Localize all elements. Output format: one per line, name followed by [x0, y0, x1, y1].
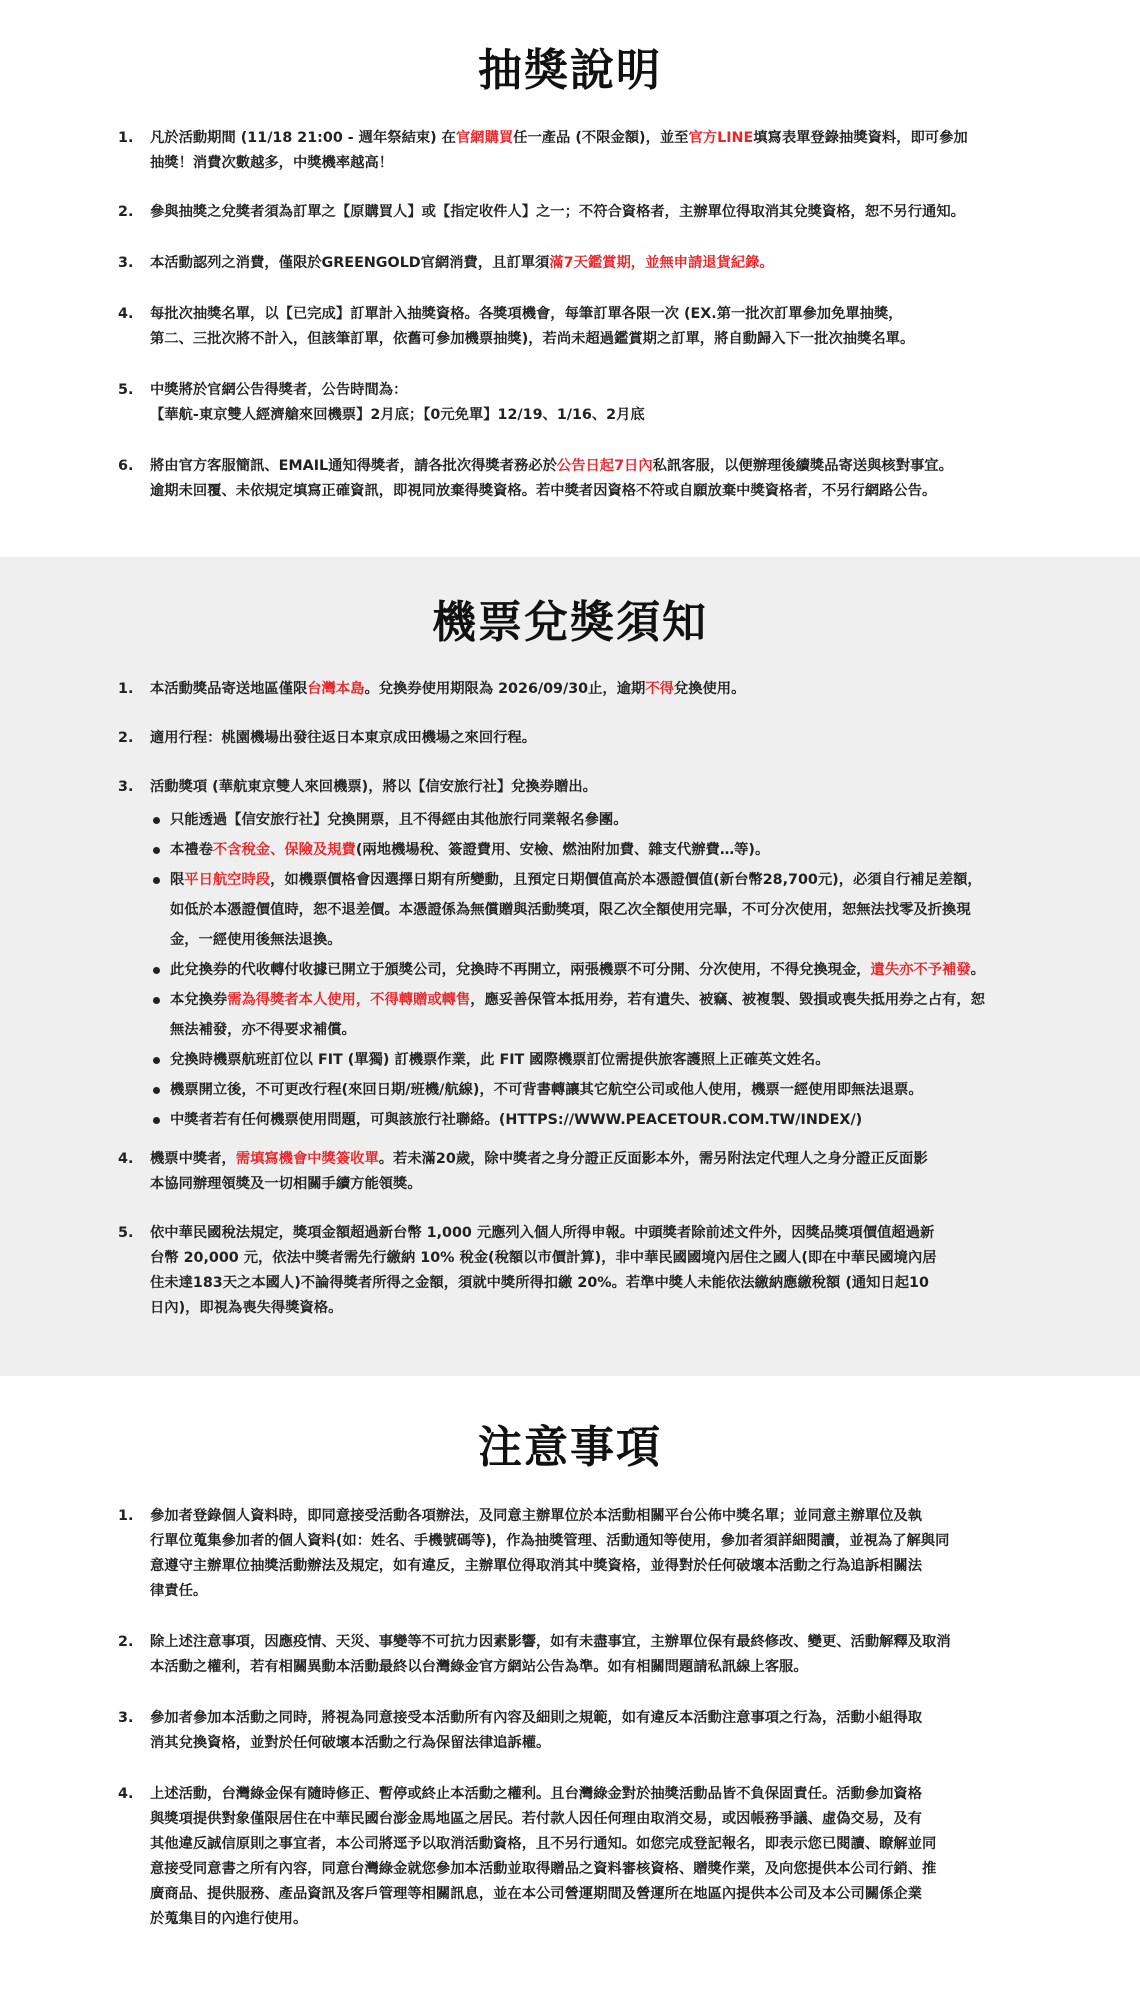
highlight-text: 平日航空時段: [184, 872, 271, 888]
item-number: 6.: [118, 458, 134, 474]
item-number: 5.: [118, 1225, 134, 1241]
ticket-item-4: [0, 1147, 1140, 1197]
text: 適用行程：桃園機場出發往返日本東京成田機場之來回行程。: [150, 730, 537, 746]
text: 此兌換券的代收轉付收據已開立于頒獎公司，兌換時不再開立，兩張機票不可分開、分次使用，不得兌換現金，: [170, 962, 871, 978]
text: 無法補發，亦不得要求補償。: [170, 1022, 356, 1038]
ticket-item-1: [0, 677, 1140, 702]
text: 如低於本憑證價值時，恕不退差價。本憑證係為無償贈與活動獎項，限乙次全額使用完畢，不可分次使用，恕無法找零及折換現: [170, 902, 971, 918]
lottery-list: [0, 126, 1140, 504]
text: 機票開立後，不可更改行程(來回日期/班機/航線)，不可背書轉讓其它航空公司或他人使用，機票一經使用即無法退票。: [170, 1082, 923, 1098]
text: 兌換使用。: [673, 681, 746, 697]
text: 消其兌換資格，並對於任何破壞本活動之行為保留法律追訴權。: [150, 1735, 551, 1751]
text: 行單位蒐集參加者的個人資料(如：姓名、手機號碼等)，作為抽獎管理、活動通知等使用，參加者須詳細閱讀，並視為了解與同: [150, 1533, 950, 1549]
text: 除上述注意事項，因應疫情、天災、事變等不可抗力因素影響，如有未盡事宜，主辦單位保有最終修改、變更、活動解釋及取消: [150, 1634, 951, 1650]
text: 依中華民國稅法規定，獎項金額超過新台幣 1,000 元應列入個人所得申報。中頭獎者除前述文件外，因獎品獎項價值超過新: [150, 1225, 935, 1241]
item-number: 4.: [118, 306, 134, 322]
text: 其他違反誠信原則之事宜者，本公司將逕予以取消活動資格，且不另行通知。如您完成登記報名，即表示您已閱讀、瞭解並同: [150, 1836, 937, 1852]
lottery-section: [0, 0, 1140, 557]
text: 本兌換券: [170, 992, 228, 1008]
bullet-item: [150, 955, 1040, 985]
bullet-item: [150, 865, 1040, 955]
text: 律責任。: [150, 1583, 208, 1599]
item-number: 2.: [118, 1634, 134, 1650]
text: 活動獎項 (華航東京雙人來回機票)，將以【信安旅行社】兌換券贈出。: [150, 779, 597, 795]
text: 凡於活動期間 (11/18 21:00 - 週年祭結束) 在: [150, 130, 456, 146]
text: 廣商品、提供服務、產品資訊及客戶管理等相關訊息，並在本公司營運期間及營運所在地區內提供本公司及本公司關係企業: [150, 1886, 923, 1902]
notes-list: [0, 1504, 1140, 1932]
text: 於蒐集目的內進行使用。: [150, 1911, 308, 1927]
item-number: 5.: [118, 382, 134, 398]
text: 限: [170, 872, 185, 888]
item-number: 1.: [118, 130, 134, 146]
text: 本活動之權利，若有相關異動本活動最終以台灣綠金官方網站公告為準。如有相關問題請私訊線上客服。: [150, 1659, 808, 1675]
bullet-item: [150, 835, 1040, 865]
highlight-text: 不含稅金、保險及規費: [212, 842, 356, 858]
ticket-item-2: [0, 726, 1140, 751]
ticket-bullet-list: [150, 805, 1040, 1135]
lottery-title: 抽獎說明: [478, 45, 662, 96]
text: 私訊客服，以便辦理後續獎品寄送與核對事宜。: [652, 458, 953, 474]
text: 本活動獎品寄送地區僅限: [150, 681, 308, 697]
ticket-title: 機票兌獎須知: [432, 597, 708, 648]
text: 任一產品 (不限金額)，並至: [513, 130, 689, 146]
text: 金，一經使用後無法退換。: [170, 932, 342, 948]
text: 意遵守主辦單位抽獎活動辦法及規定，如有違反，主辦單位得取消其中獎資格，並得對於任何破壞本活動之行為追訴相關法: [150, 1558, 923, 1574]
highlight-text: 官方LINE: [688, 130, 754, 146]
text: 中獎將於官網公告得獎者，公告時間為：: [150, 382, 408, 398]
bullet-item: [150, 985, 1040, 1045]
ticket-list: [0, 677, 1140, 1321]
text: 。兌換券使用期限為 2026/09/30止，逾期: [364, 681, 646, 697]
text: ，如機票價格會因選擇日期有所變動，且預定日期價值高於本憑證價值(新台幣28,700元)，必須自行補足差額，: [270, 872, 982, 888]
text: 本協同辦理領獎及一切相關手續方能領獎。: [150, 1176, 422, 1192]
lottery-item-6: [0, 454, 1140, 504]
highlight-text: 需填寫機會中獎簽收單: [235, 1151, 379, 1167]
highlight-text: 滿7天鑑賞期，並無申請退貨紀錄。: [549, 255, 774, 271]
text: 逾期未回覆、未依規定填寫正確資訊，即視同放棄得獎資格。若中獎者因資格不符或自願放棄中獎資格者，不另行網路公告。: [150, 483, 937, 499]
text: 兌換時機票航班訂位以 FIT (單獨) 訂機票作業，此 FIT 國際機票訂位需提供旅客護照上正確英文姓名。: [170, 1052, 830, 1068]
text: 日內)，即視為喪失得獎資格。: [150, 1300, 343, 1316]
bullet-item: [150, 1075, 1040, 1105]
lottery-item-3: [0, 251, 1140, 276]
notes-item-1: [0, 1504, 1140, 1604]
highlight-text: 需為得獎者本人使用，不得轉贈或轉售: [227, 992, 471, 1008]
highlight-text: 官網購買: [455, 130, 514, 146]
item-number: 2.: [118, 730, 134, 746]
item-number: 3.: [118, 1710, 134, 1726]
bullet-item: [150, 1045, 1040, 1075]
text: 本活動認列之消費，僅限於GREENGOLD官網消費，且訂單須: [150, 255, 550, 271]
notes-item-4: [0, 1782, 1140, 1932]
text: 【華航-東京雙人經濟艙來回機票】2月底；【0元免單】12/19、1/16、2月底: [150, 407, 645, 423]
highlight-text: 台灣本島: [307, 681, 365, 697]
item-number: 3.: [118, 255, 134, 271]
text: 本禮卷: [170, 842, 213, 858]
text: 抽獎！消費次數越多，中獎機率越高！: [150, 155, 394, 171]
text: 第二、三批次將不計入，但該筆訂單，依舊可參加機票抽獎)，若尚未超過鑑賞期之訂單，將自動歸入下一批次抽獎名單。: [150, 331, 915, 347]
lottery-item-4: [0, 302, 1140, 352]
text: 將由官方客服簡訊、EMAIL通知得獎者，請各批次得獎者務必於: [150, 458, 557, 474]
notes-section: [0, 1376, 1140, 2008]
highlight-text: 公告日起7日內: [556, 458, 653, 474]
text: (兩地機場稅、簽證費用、安檢、燃油附加費、雜支代辦費…等)。: [355, 842, 770, 858]
item-number: 4.: [118, 1151, 134, 1167]
bullet-item: [150, 805, 1040, 835]
highlight-text: 不得: [645, 681, 674, 697]
lottery-item-5: [0, 378, 1140, 428]
text: 意接受同意書之所有內容，同意台灣綠金就您參加本活動並取得贈品之資料審核資格、贈獎作業，及向您提供本公司行銷、推: [150, 1861, 937, 1877]
text: ，應妥善保管本抵用券，若有遺失、被竊、被複製、毀損或喪失抵用券之占有，恕: [470, 992, 985, 1008]
text: 住未達183天之本國人)不論得獎者所得之金額，須就中獎所得扣繳 20%。若準中獎人未能依法繳納應繳稅額 (通知日起10: [150, 1275, 929, 1291]
highlight-text: 遺失亦不予補發: [870, 962, 971, 978]
ticket-item-3: [0, 775, 1140, 1135]
text: 與獎項提供對象僅限居住在中華民國台澎金馬地區之居民。若付款人因任何理由取消交易，或因帳務爭議、虛偽交易，及有: [150, 1811, 923, 1827]
text: 參與抽獎之兌獎者須為訂單之【原購買人】或【指定收件人】之一；不符合資格者，主辦單位得取消其兌獎資格，恕不另行通知。: [150, 204, 965, 220]
item-number: 3.: [118, 779, 134, 795]
text: 參加者參加本活動之同時，將視為同意接受本活動所有內容及細則之規範，如有違反本活動注意事項之行為，活動小組得取: [150, 1710, 923, 1726]
lottery-item-1: [0, 126, 1140, 176]
text: 填寫表單登錄抽獎資料，即可參加: [753, 130, 968, 146]
text: 參加者登錄個人資料時，即同意接受活動各項辦法，及同意主辦單位於本活動相關平台公佈中獎名單；並同意主辦單位及執: [150, 1508, 923, 1524]
text: 中獎者若有任何機票使用問題，可與該旅行社聯絡。(HTTPS://WWW.PEACETOUR.COM.TW/INDEX/): [170, 1112, 863, 1128]
ticket-section: [0, 557, 1140, 1376]
notes-item-2: [0, 1630, 1140, 1680]
item-number: 2.: [118, 204, 134, 220]
lottery-item-2: [0, 200, 1140, 225]
text: 機票中獎者，: [150, 1151, 236, 1167]
text: 上述活動，台灣綠金保有隨時修正、暫停或終止本活動之權利。且台灣綠金對於抽獎活動品皆不負保固責任。活動參加資格: [150, 1786, 923, 1802]
ticket-item-5: [0, 1221, 1140, 1321]
item-number: 1.: [118, 681, 134, 697]
text: 台幣 20,000 元，依法中獎者需先行繳納 10% 稅金(稅額以市價計算)，非中華民國國境內居住之國人(即在中華民國境內居: [150, 1250, 937, 1266]
notes-item-3: [0, 1706, 1140, 1756]
text: 每批次抽獎名單，以【已完成】訂單計入抽獎資格。各獎項機會，每筆訂單各限一次 (EX.第一批次訂單參加免單抽獎，: [150, 306, 903, 322]
text: 。: [970, 962, 985, 978]
bullet-item: [150, 1105, 1040, 1135]
text: 。若未滿20歲，除中獎者之身分證正反面影本外，需另附法定代理人之身分證正反面影: [378, 1151, 928, 1167]
item-number: 1.: [118, 1508, 134, 1524]
text: 只能透過【信安旅行社】兌換開票，且不得經由其他旅行同業報名參團。: [170, 812, 628, 828]
notes-title: 注意事項: [478, 1422, 662, 1473]
item-number: 4.: [118, 1786, 134, 1802]
